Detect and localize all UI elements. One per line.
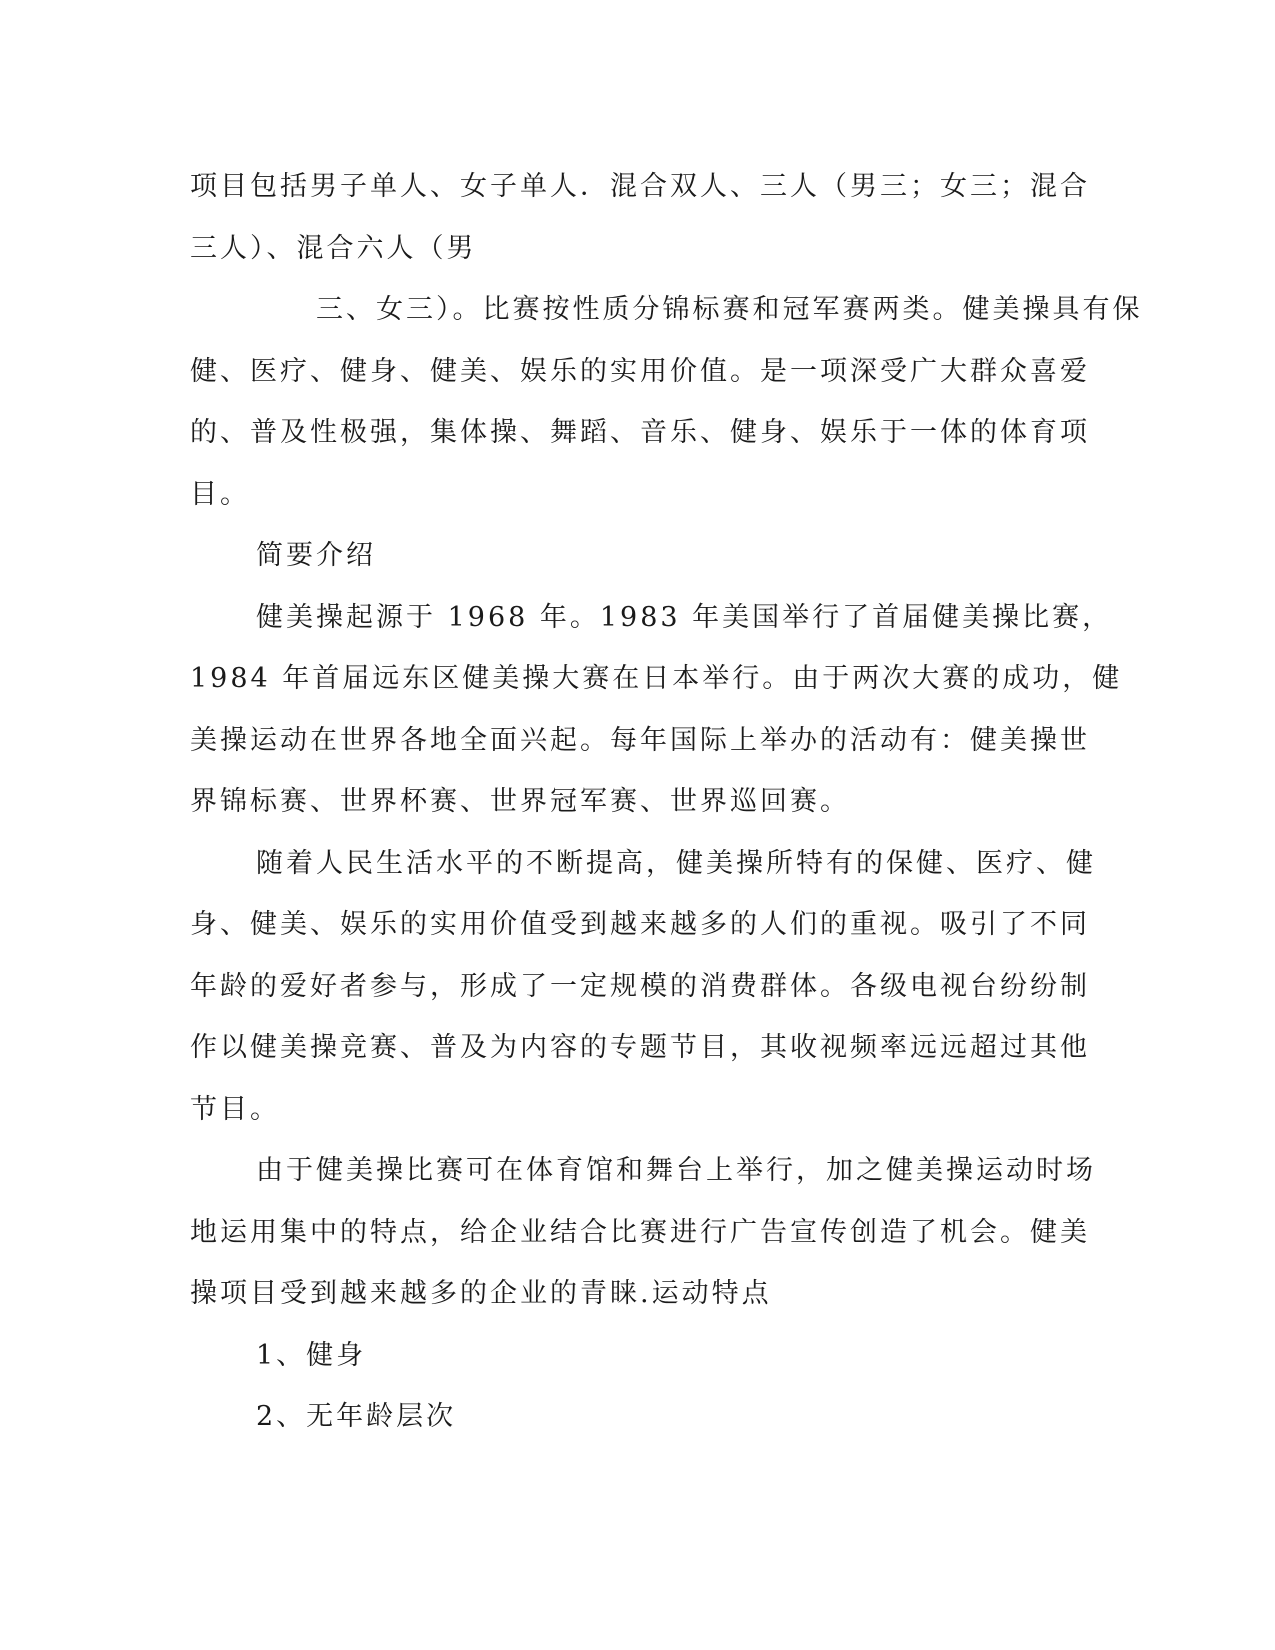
paragraph-origin <box>190 587 1123 833</box>
text-line: 目。 <box>190 478 250 510</box>
paragraph-1 <box>190 156 1090 279</box>
text-line: 1984 年首届远东区健美操大赛在日本举行。由于两次大赛的成功，健 <box>190 663 1123 694</box>
list-item-no-age-level <box>190 1386 1070 1448</box>
text-line: 简要介绍 <box>256 540 376 571</box>
paragraph-popularity <box>190 833 1096 1141</box>
text-line: 1、健身 <box>256 1339 367 1371</box>
text-line: 地运用集中的特点，给企业结合比赛进行广告宣传创造了机会。健美 <box>190 1216 1090 1248</box>
text-line: 项目包括男子单人、女子单人．混合双人、三人（男三；女三；混合 <box>190 171 1090 202</box>
text-line: 健、医疗、健身、健美、娱乐的实用价值。是一项深受广大群众喜爱 <box>190 355 1090 387</box>
text-line: 年龄的爱好者参与，形成了一定规模的消费群体。各级电视台纷纷制 <box>190 970 1090 1002</box>
text-line: 操项目受到越来越多的企业的青睐.运动特点 <box>190 1278 772 1309</box>
paragraph-2 <box>190 279 1143 525</box>
text-line: 由于健美操比赛可在体育馆和舞台上举行，加之健美操运动时场 <box>256 1155 1096 1186</box>
text-line: 随着人民生活水平的不断提高，健美操所特有的保健、医疗、健 <box>256 847 1096 879</box>
document-body <box>190 156 1143 1448</box>
text-line: 三人）、混合六人（男 <box>190 232 477 264</box>
text-line: 身、健美、娱乐的实用价值受到越来越多的人们的重视。吸引了不同 <box>190 909 1090 940</box>
text-line: 的、普及性极强，集体操、舞蹈、音乐、健身、娱乐于一体的体育项 <box>190 417 1090 448</box>
paragraph-advertising <box>190 1140 1096 1325</box>
text-line: 界锦标赛、世界杯赛、世界冠军赛、世界巡回赛。 <box>190 786 850 817</box>
text-line: 美操运动在世界各地全面兴起。每年国际上举办的活动有：健美操世 <box>190 724 1090 756</box>
section-heading-brief-intro <box>190 525 1070 587</box>
text-line: 2、无年龄层次 <box>256 1401 457 1432</box>
text-line: 作以健美操竞赛、普及为内容的专题节目，其收视频率远远超过其他 <box>190 1032 1090 1063</box>
text-line: 健美操起源于 1968 年。1983 年美国举行了首届健美操比赛， <box>256 601 1113 633</box>
list-item-fitness <box>190 1325 1070 1387</box>
text-line: 节目。 <box>190 1093 280 1125</box>
text-line: 三、女三）。比赛按性质分锦标赛和冠军赛两类。健美操具有保 <box>316 294 1143 325</box>
